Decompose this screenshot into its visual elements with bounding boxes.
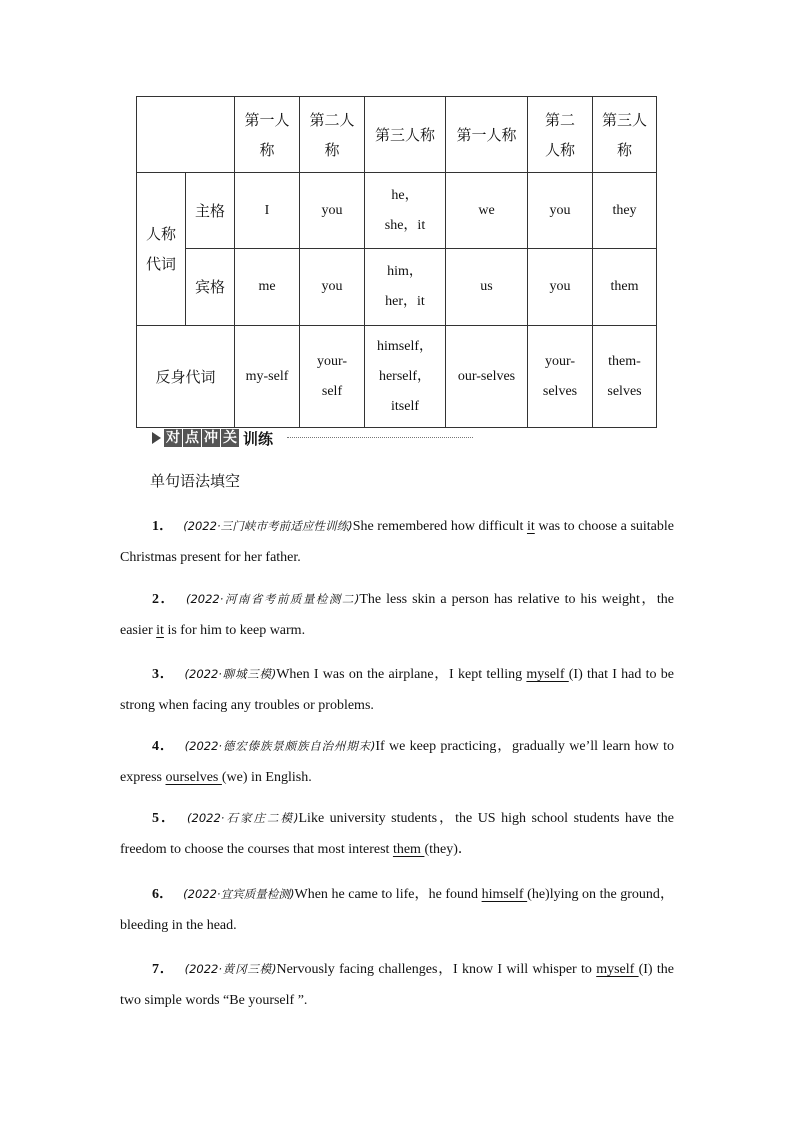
question-text: If we keep practicing，gradually we’ll learn how to express: [120, 739, 674, 785]
question-text: (we) in English.: [221, 770, 312, 785]
table-cell: your- self: [300, 326, 365, 428]
table-cell: my-self: [235, 326, 300, 428]
header-third-person: 第三人称: [365, 97, 446, 173]
answer-blank: myself: [596, 962, 639, 977]
table-corner-cell: [137, 97, 235, 173]
question-4: [120, 731, 674, 793]
question-source: (2022·宜宾质量检测): [183, 887, 295, 901]
personal-pronoun-label: 人称 代词: [137, 173, 186, 326]
question-number: 2．: [152, 592, 176, 607]
header-second-person-plural: 第二 人称: [528, 97, 593, 173]
table-cell: I: [235, 173, 300, 249]
table-cell: him， her，it: [365, 249, 446, 326]
table-cell: me: [235, 249, 300, 326]
header-first-person-plural: 第一人称: [446, 97, 528, 173]
table-cell: you: [300, 173, 365, 249]
question-source: (2022·三门峡市考前适应性训练): [183, 519, 353, 533]
table-cell: they: [593, 173, 657, 249]
section-header: [152, 428, 273, 448]
question-3: [120, 659, 674, 721]
question-6: [120, 879, 674, 941]
question-source: (2022·黄冈三模): [184, 962, 277, 976]
question-number: 6．: [152, 887, 174, 902]
table-cell: them- selves: [593, 326, 657, 428]
question-number: 7．: [152, 962, 175, 977]
answer-blank: myself: [526, 667, 569, 682]
question-text: She remembered how difficult: [352, 519, 527, 534]
question-text: Nervously facing challenges，I know I will whisper to: [276, 962, 597, 977]
question-text: (I) the two simple words “Be yourself ”.: [120, 962, 674, 1008]
question-number: 1．: [152, 519, 174, 534]
table-cell: himself， herself， itself: [365, 326, 446, 428]
pronoun-table: [136, 96, 657, 428]
section-title-tail: 训练: [243, 429, 274, 448]
question-source: (2022·河南省考前质量检测二): [186, 592, 360, 606]
question-number: 4．: [152, 739, 175, 754]
question-text: is for him to keep warm.: [163, 623, 306, 638]
question-number: 5．: [152, 811, 178, 826]
section-box-char: 对: [166, 430, 180, 446]
question-text: The less skin a person has relative to his weight，the easier: [120, 592, 674, 638]
table-cell: he， she，it: [365, 173, 446, 249]
section-box-char: 点: [185, 430, 199, 446]
header-third-person-plural: 第三人 称: [593, 97, 657, 173]
table-cell: our-selves: [446, 326, 528, 428]
header-second-person: 第二人 称: [300, 97, 365, 173]
row-label-subject: 主格: [186, 173, 235, 249]
question-number: 3．: [152, 667, 175, 682]
answer-blank: it: [156, 623, 164, 638]
question-text: When he came to life，he found: [294, 887, 482, 902]
question-text: When I was on the airplane，I kept telling: [276, 667, 527, 682]
dotted-divider: [287, 437, 473, 438]
table-cell: them: [593, 249, 657, 326]
answer-blank: them: [392, 842, 425, 857]
row-label-reflexive: 反身代词: [137, 326, 235, 428]
table-cell: you: [528, 173, 593, 249]
question-7: [120, 954, 674, 1016]
question-1: [120, 511, 674, 573]
section-box-char: 关: [223, 430, 237, 446]
header-first-person: 第一人 称: [235, 97, 300, 173]
answer-blank: himself: [481, 887, 528, 902]
table-cell: your- selves: [528, 326, 593, 428]
section-box-char: 冲: [204, 430, 218, 446]
question-5: [120, 803, 674, 865]
question-source: (2022·石家庄二模): [187, 811, 299, 825]
question-source: (2022·德宏傣族景颇族自治州期末): [184, 739, 376, 753]
question-text: (I) that I had to be strong when facing any troubles or problems.: [120, 667, 674, 713]
exercise-type-title: 单句语法填空: [150, 472, 241, 490]
question-text: (they)．: [424, 842, 472, 857]
triangle-bullet-icon: [152, 432, 161, 444]
answer-blank: it: [526, 519, 535, 534]
table-cell: you: [528, 249, 593, 326]
row-label-object: 宾格: [186, 249, 235, 326]
question-text: (he)lying on the ground，bleeding in the head.: [120, 887, 674, 933]
question-source: (2022·聊城三模): [184, 667, 277, 681]
question-text: was to choose a suitable Christmas present for her father.: [120, 519, 675, 565]
question-2: [120, 584, 674, 646]
table-cell: you: [300, 249, 365, 326]
answer-blank: ourselves: [165, 770, 222, 785]
table-cell: us: [446, 249, 528, 326]
question-text: Like university students，the US high school students have the freedom to choose the courses that most interest: [120, 811, 675, 857]
table-cell: we: [446, 173, 528, 249]
